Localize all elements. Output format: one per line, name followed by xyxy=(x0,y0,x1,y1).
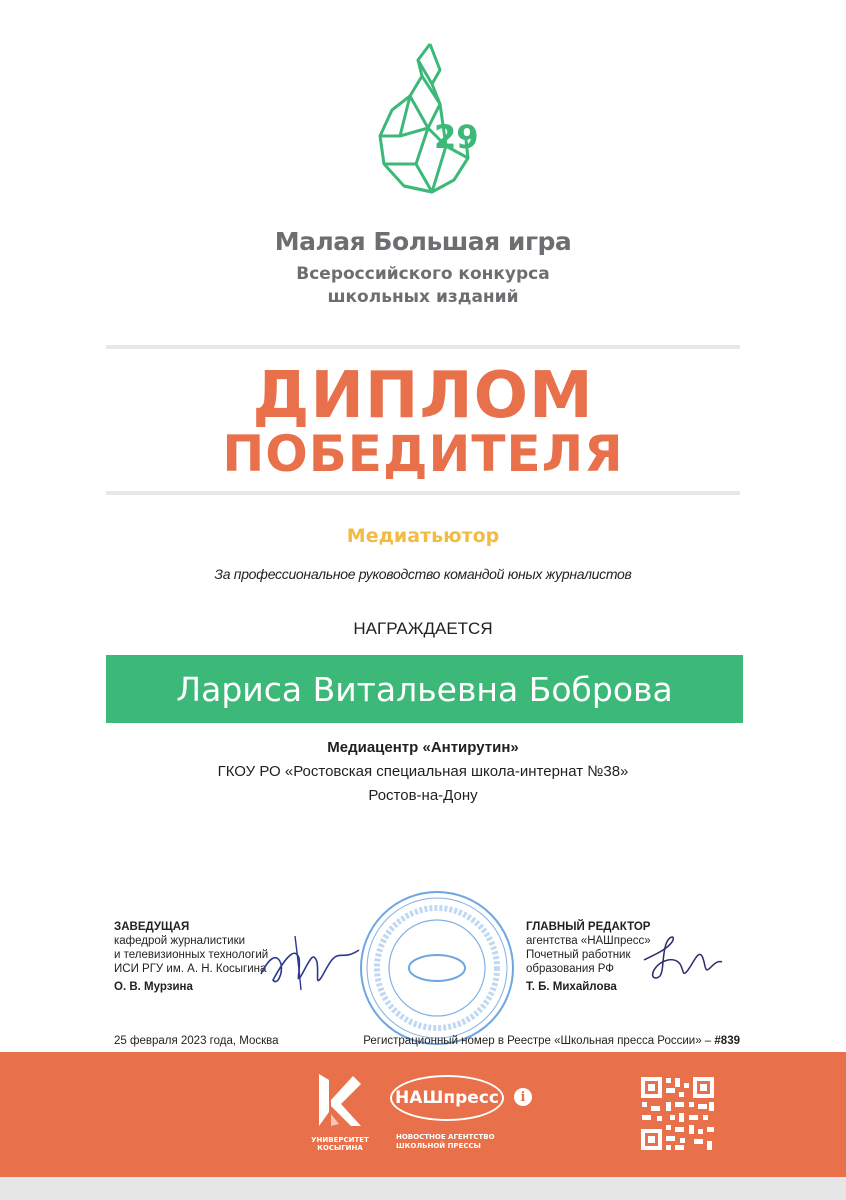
signatory-left-line3: ИСИ РГУ им. А. Н. Косыгина xyxy=(114,963,267,975)
signatory-right-line3: образования РФ xyxy=(526,963,615,975)
contest-subtitle-line2: школьных изданий xyxy=(327,287,519,307)
registry-id: #839 xyxy=(714,1035,740,1047)
recipient-name: Лариса Витальевна Боброва xyxy=(176,669,673,709)
nashpress-logo xyxy=(390,1075,540,1165)
issue-date: 25 февраля 2023 года, Москва xyxy=(114,1035,279,1047)
award-reason: За профессиональное руководство командой юных журналистов xyxy=(214,566,632,582)
nashpress-oval xyxy=(390,1075,504,1121)
logo-number: 29 xyxy=(434,118,479,156)
nomination: Медиатьютор xyxy=(346,525,500,547)
kosygin-university-icon xyxy=(315,1070,365,1130)
official-stamp-icon xyxy=(357,888,517,1048)
nashpress-caption-line1: НОВОСТНОЕ АГЕНТСТВО xyxy=(396,1133,495,1141)
registry-number xyxy=(363,1035,740,1047)
signatory-right-line2: Почетный работник xyxy=(526,949,631,961)
qr-code-icon xyxy=(639,1075,716,1152)
signatory-right-role: ГЛАВНЫЙ РЕДАКТОР xyxy=(526,921,651,933)
nashpress-caption-line2: ШКОЛЬНОЙ ПРЕССЫ xyxy=(396,1141,481,1150)
signatory-left-line2: и телевизионных технологий xyxy=(114,949,269,961)
info-icon: i xyxy=(514,1088,532,1106)
divider-bottom xyxy=(106,491,740,495)
pear-icon xyxy=(370,40,500,200)
signature-right-icon xyxy=(636,920,726,990)
diploma-title-line1: ДИПЛОМ xyxy=(252,359,594,433)
nashpress-wordmark: НАШпресс xyxy=(395,1088,499,1108)
signature-left-icon xyxy=(255,928,365,998)
signatory-left-name: О. В. Мурзина xyxy=(114,981,193,993)
diploma-title-line2: ПОБЕДИТЕЛЯ xyxy=(222,425,624,483)
contest-subtitle-line1: Всероссийского конкурса xyxy=(296,264,550,284)
university-caption-line1: УНИВЕРСИТЕТ xyxy=(311,1136,369,1144)
city: Ростов-на-Дону xyxy=(368,787,478,804)
signatory-right-line1: агентства «НАШпресс» xyxy=(526,935,651,947)
bottom-strip xyxy=(0,1177,846,1200)
media-center: Медиацентр «Антирутин» xyxy=(327,739,519,756)
signatory-right-name: Т. Б. Михайлова xyxy=(526,981,617,993)
recipient-name-band xyxy=(106,655,743,723)
school-name: ГКОУ РО «Ростовская специальная школа-интернат №38» xyxy=(217,763,629,780)
university-caption-line2: КОСЫГИНА xyxy=(317,1144,363,1152)
contest-logo xyxy=(370,40,500,200)
awarded-label: НАГРАЖДАЕТСЯ xyxy=(353,619,493,638)
registry-text: Регистрационный номер в Реестре «Школьная пресса России» – xyxy=(363,1035,715,1047)
signatory-left-role: ЗАВЕДУЩАЯ xyxy=(114,921,190,933)
divider-top xyxy=(106,345,740,349)
university-logo xyxy=(305,1070,375,1162)
contest-title: Малая Большая игра xyxy=(274,227,572,256)
signatory-left-line1: кафедрой журналистики xyxy=(114,935,246,947)
